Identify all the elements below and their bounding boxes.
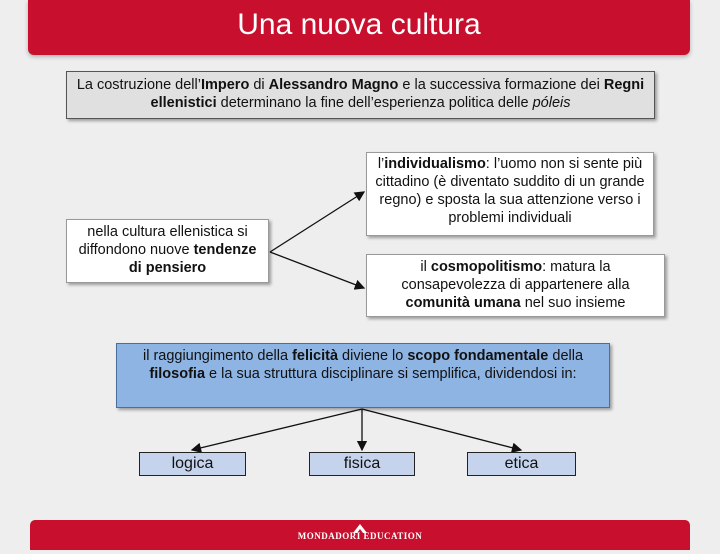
thought-trends-text: nella cultura ellenistica si diffondono nuove: [78, 224, 248, 258]
intro-emph-empire: Impero: [200, 77, 250, 93]
individualism-text: : l’uomo non si sente più cittadino (è diventato suddito di un grande regno) e sposta la sua attenzione verso i problemi individuali: [375, 156, 645, 226]
happiness-box: [116, 343, 610, 408]
philosophy-emph: filosofia: [149, 366, 206, 382]
intro-emph-alexander: Alessandro Magno: [268, 77, 399, 93]
intro-text: determinano la fine dell’esperienza politica delle: [216, 95, 533, 111]
page-title: Una nuova cultura: [237, 8, 481, 41]
individualism-emph: individualismo: [384, 156, 486, 172]
arrow-to-individualism: [270, 192, 364, 252]
intro-emph-kingdoms: Regni ellenistici: [150, 77, 645, 111]
footer-brand: MONDADORI EDUCATION: [297, 531, 423, 541]
branch-etica: etica: [467, 452, 576, 476]
arrow-to-logica: [192, 409, 362, 450]
intro-text: e la successiva formazione dei: [398, 77, 604, 93]
intro-text: La costruzione dell’: [76, 77, 201, 93]
fundamental-goal-emph: scopo fondamentale: [407, 348, 549, 364]
happiness-text: della: [548, 348, 584, 364]
cosmopolitism-text: : matura la consapevolezza di appartenere alla: [401, 259, 630, 293]
branch-fisica: fisica: [309, 452, 415, 476]
intro-text: di: [249, 77, 269, 93]
happiness-text: e la sua struttura disciplinare si semplifica, dividendosi in:: [205, 366, 577, 382]
happiness-emph: felicità: [292, 348, 339, 364]
human-community-emph: comunità umana: [405, 295, 521, 311]
happiness-text: il raggiungimento della: [142, 348, 293, 364]
branch-logica: logica: [139, 452, 246, 476]
thought-trends-box: [66, 219, 269, 283]
cosmopolitism-emph: cosmopolitismo: [430, 259, 543, 275]
footer-bar: [30, 520, 690, 550]
cosmopolitism-box: [366, 254, 665, 317]
thought-trends-emph: tendenze di pensiero: [128, 242, 257, 276]
arrow-to-cosmopolitism: [270, 252, 364, 288]
happiness-text: diviene lo: [338, 348, 408, 364]
individualism-box: [366, 152, 654, 236]
arrow-to-etica: [362, 409, 521, 450]
intro-emph-poleis: póleis: [532, 95, 571, 111]
individualism-text: l’: [377, 156, 385, 172]
cosmopolitism-text: nel suo insieme: [520, 295, 626, 311]
cosmopolitism-text: il: [420, 259, 431, 275]
